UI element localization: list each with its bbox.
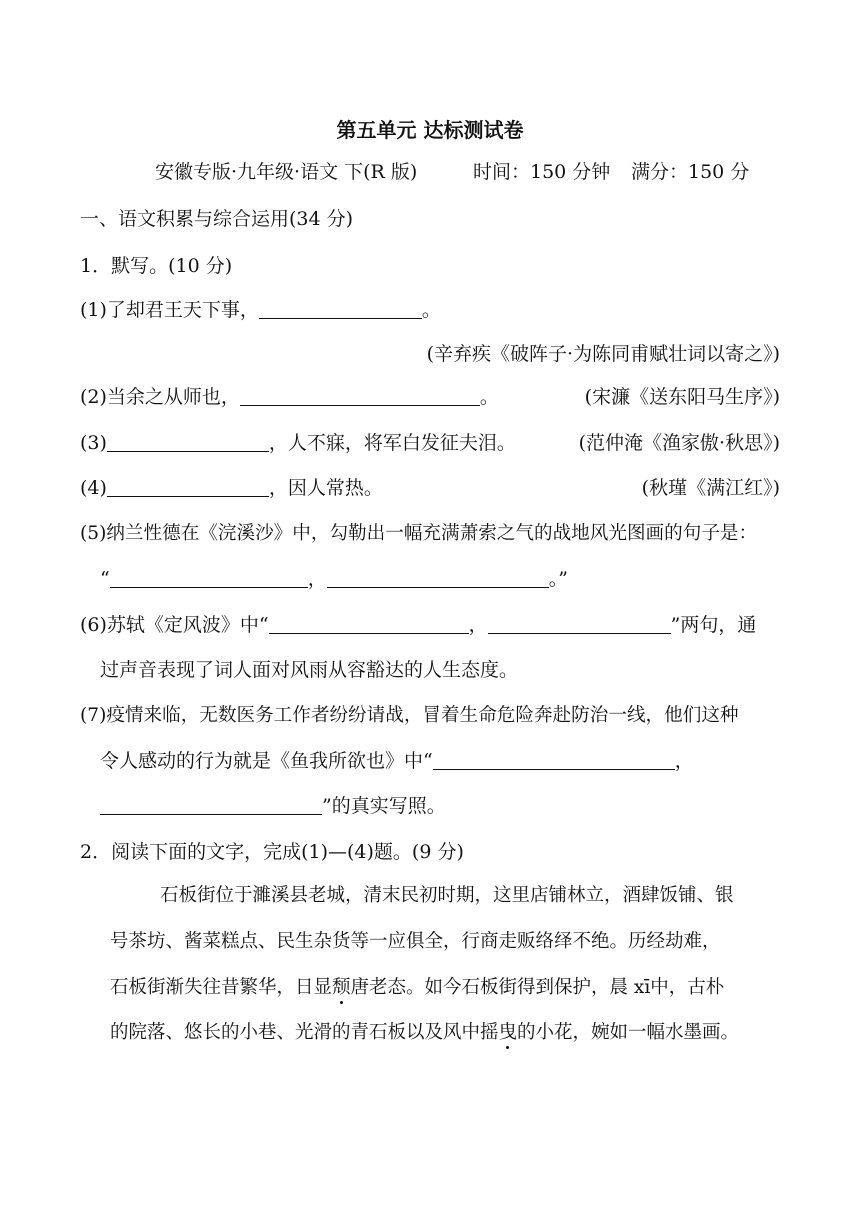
item-text: ，人不寐，将军白发征夫泪。 [268,432,516,454]
question-1-item-2 [80,384,499,410]
answer-blank[interactable] [269,613,469,634]
answer-blank[interactable] [240,385,480,406]
passage-line: 号茶坊、酱菜糕点、民生杂货等一应俱全，行商走贩络绎不绝。历经劫难， [110,931,721,952]
item-text: ，因人常热。 [268,477,383,499]
passage-text: 唐老态。如今石板街得到保护，晨 xī中，古朴 [350,977,725,998]
passage-text: 的小花，婉如一幅水墨画。 [517,1022,740,1043]
time-info: 时间：150 分钟 [473,161,611,183]
item-text: (3) [80,432,107,454]
question-1-item-5: (5)纳兰性德在《浣溪沙》中，勾勒出一幅充满萧索之气的战地风光图画的句子是： [80,523,758,544]
answer-blank[interactable] [327,567,549,588]
item-text: (1)了却君王天下事， [80,299,259,321]
comma: ， [307,568,327,590]
answer-blank[interactable] [259,298,422,319]
quote-mark: “ [100,568,110,590]
answer-blank[interactable] [100,794,322,815]
score-info: 满分：150 分 [631,161,750,183]
item-text: (6)苏轼《定风波》中“ [80,614,269,636]
item-text: 令人感动的行为就是《鱼我所欲也》中“ [100,750,433,772]
passage-line [110,975,724,1001]
source-citation: (辛弃疾《破阵子·为陈同甫赋壮词以寄之》) [426,343,780,365]
edition-info: 安徽专版·九年级·语文 下(R 版) [155,161,418,183]
question-1-item-6 [80,612,756,638]
answer-blank[interactable] [107,476,269,497]
item-text: 。 [421,299,441,321]
question-1-item-6-cont: 过声音表现了词人面对风雨从容豁达的人生态度。 [100,659,519,681]
source-citation: (秋瑾《满江红》) [641,477,780,499]
question-1-item-7-cont [100,748,694,774]
question-1-header: 1．默写。(10 分) [80,255,233,277]
question-1-item-7-end [100,793,446,819]
passage-text: 的院落、悠长的小巷、光滑的青石板以及风中摇 [110,1022,499,1043]
question-1-item-5-blanks [100,566,568,592]
question-1-item-1 [80,297,441,323]
passage-text: 石板街渐失往昔繁华，日显 [110,977,333,998]
answer-blank[interactable] [107,431,269,452]
item-text: (4) [80,477,107,499]
quote-mark: 。” [548,568,568,590]
page-title: 第五单元 达标测试卷 [336,118,524,142]
answer-blank[interactable] [110,567,308,588]
item-text: 。 [479,386,499,408]
dotted-char: 颓 [332,977,351,998]
answer-blank[interactable] [488,613,671,634]
section-heading: 一、语文积累与综合运用(34 分) [80,208,354,230]
answer-blank[interactable] [433,749,675,770]
item-text: ”两句，通 [670,614,757,636]
dotted-char: 曳 [498,1022,518,1043]
item-text: (2)当余之从师也， [80,386,240,408]
question-1-item-4 [80,475,383,501]
passage-line: 石板街位于濉溪县老城，清末民初时期，这里店铺林立，酒肆饭铺、银 [160,885,734,906]
passage-line [110,1020,739,1046]
question-2-header: 2．阅读下面的文字，完成(1)—(4)题。(9 分) [80,841,464,863]
source-citation: (范仲淹《渔家傲·秋思》) [578,432,780,454]
source-citation: (宋濂《送东阳马生序》) [584,386,780,408]
comma: ， [468,614,488,636]
question-1-item-7: (7)疫情来临，无数医务工作者纷纷请战，冒着生命危险奔赴防治一线，他们这种 [80,705,739,726]
item-text: ”的真实写照。 [322,795,446,817]
comma: ， [674,750,694,772]
question-1-item-3 [80,430,516,456]
